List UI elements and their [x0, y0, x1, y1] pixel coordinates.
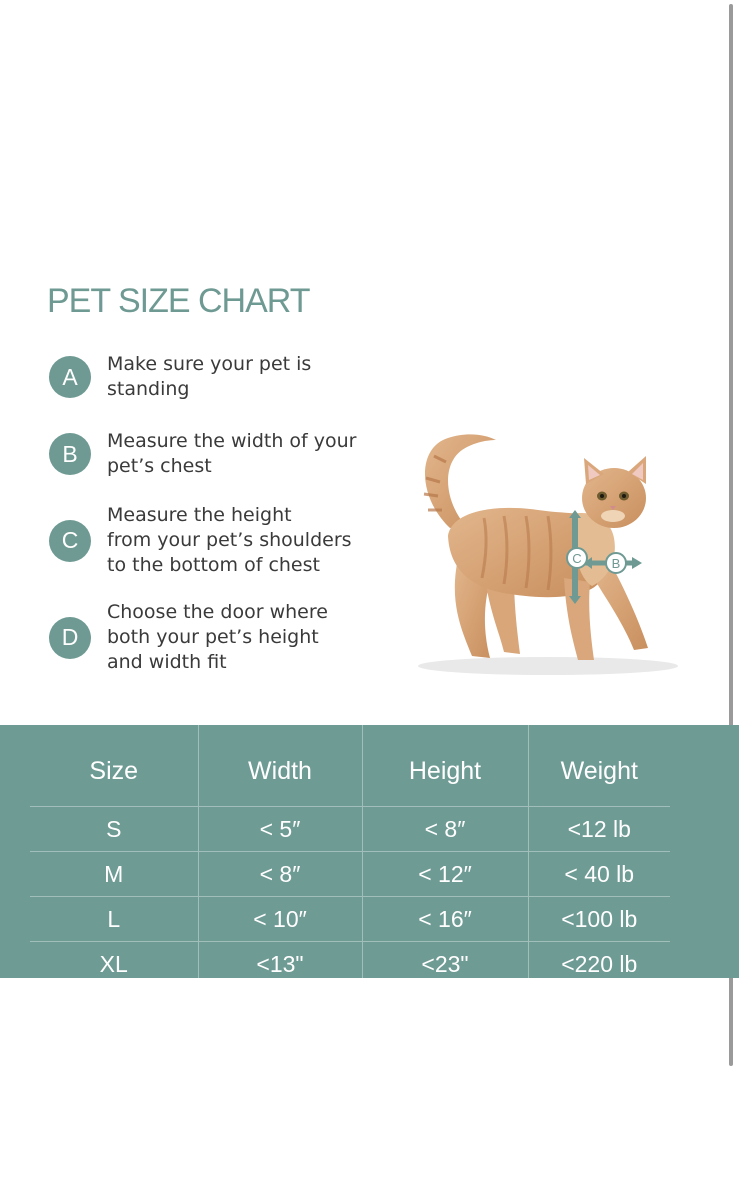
size-table [30, 725, 670, 986]
table-cell: < 16″ [362, 897, 528, 942]
step-line: pet’s chest [107, 455, 212, 477]
page-title: PET SIZE CHART [47, 282, 310, 320]
step-d [49, 600, 328, 675]
step-line: and width fit [107, 651, 227, 673]
step-line: Make sure your pet is [107, 353, 312, 375]
cat-illustration [388, 418, 688, 688]
step-text-a [107, 352, 311, 402]
step-text-d [107, 600, 328, 675]
step-badge-c: C [49, 520, 91, 562]
step-line: Measure the height [107, 504, 292, 526]
marker-c-label: C [572, 551, 582, 566]
table-cell: < 12″ [362, 852, 528, 897]
header-height: Height [362, 725, 528, 807]
step-badge-d: D [49, 617, 91, 659]
table-cell: < 40 lb [528, 852, 670, 897]
table-cell: <100 lb [528, 897, 670, 942]
step-line: to the bottom of chest [107, 554, 320, 576]
header-width: Width [198, 725, 362, 807]
table-cell: < 10″ [198, 897, 362, 942]
step-text-b [107, 429, 357, 479]
table-cell: L [30, 897, 198, 942]
step-c [49, 503, 352, 578]
table-cell: M [30, 852, 198, 897]
step-b [49, 429, 357, 479]
table-cell: XL [99, 950, 128, 977]
step-line: Measure the width of your [107, 430, 357, 452]
table-row [30, 942, 670, 987]
table-cell: < 5″ [198, 807, 362, 852]
step-text-c [107, 503, 352, 578]
step-badge-a: A [49, 356, 91, 398]
size-table-band [0, 725, 739, 978]
marker-b-label: B [611, 556, 621, 571]
step-badge-b: B [49, 433, 91, 475]
table-cell: S [30, 807, 198, 852]
table-cell: <13" [198, 942, 362, 987]
table-cell: < 8″ [362, 807, 528, 852]
cat-shadow [418, 657, 678, 675]
table-row [30, 897, 670, 942]
cat-front-leg [564, 578, 594, 660]
step-line: standing [107, 378, 190, 400]
step-line: both your pet’s height [107, 626, 319, 648]
table-header-row [30, 725, 670, 807]
table-row [30, 852, 670, 897]
step-a [49, 352, 311, 402]
table-cell: <220 lb [528, 942, 670, 987]
header-weight: Weight [528, 725, 670, 807]
header-size: Size [30, 725, 198, 807]
step-line: Choose the door where [107, 601, 328, 623]
step-line: from your pet’s shoulders [107, 529, 352, 551]
table-cell: < 8″ [198, 852, 362, 897]
table-row [30, 807, 670, 852]
table-cell: <23" [362, 942, 528, 987]
table-cell: <12 lb [528, 807, 670, 852]
